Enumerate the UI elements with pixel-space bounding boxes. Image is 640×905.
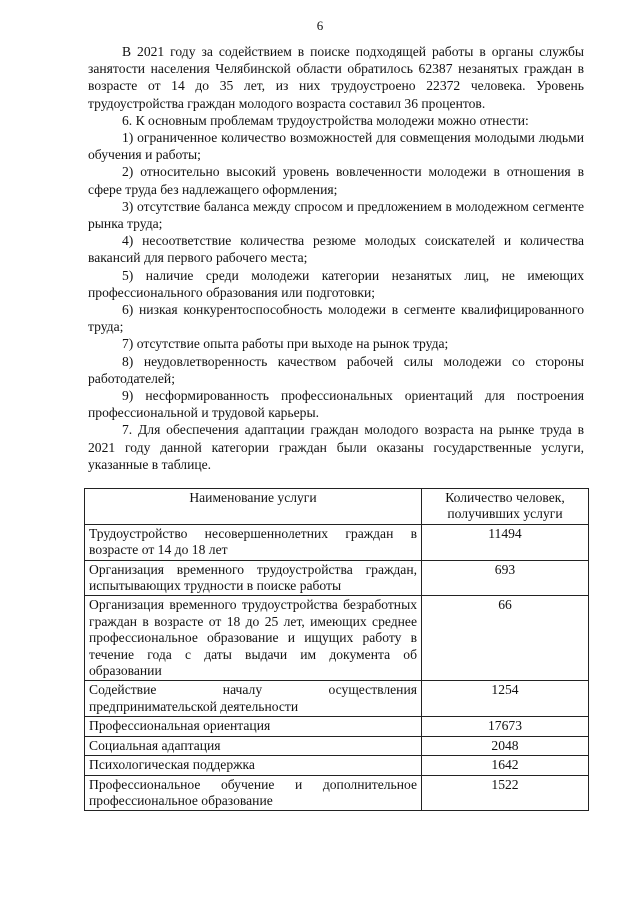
- table-row: [85, 560, 589, 596]
- table-row: [85, 736, 589, 755]
- list-item: 9) несформированность профессиональных ориентаций для построения профессиональной и трудовой карьеры.: [88, 388, 584, 421]
- page-number: 6: [316, 18, 324, 33]
- column-header-service: Наименование услуги: [85, 489, 422, 525]
- table-row: [85, 524, 589, 560]
- paragraph: 6. К основным проблемам трудоустройства молодежи можно отнести:: [122, 112, 529, 128]
- table-row: [85, 681, 589, 717]
- document-body: [88, 43, 584, 473]
- count-cell: 2048: [422, 736, 589, 755]
- list-item: 5) наличие среди молодежи категории незанятых лиц, не имеющих профессионального образования или подготовки;: [88, 267, 584, 300]
- count-cell: 17673: [422, 717, 589, 736]
- service-name-cell: Организация временного трудоустройства граждан, испытывающих трудности в поиске работы: [85, 560, 422, 596]
- list-item: 2) относительно высокий уровень вовлеченности молодежи в отношения в сфере труда без надлежащего оформления;: [88, 164, 584, 197]
- count-cell: 66: [422, 596, 589, 681]
- service-name-cell: Трудоустройство несовершеннолетних граждан в возрасте от 14 до 18 лет: [85, 524, 422, 560]
- paragraph: В 2021 году за содействием в поиске подходящей работы в органы службы занятости населения Челябинской области обратилось 62387 незанятых граждан в возрасте от 14 до 35 лет, из них трудоустроено 22372 человека. Уровень трудоустройства граждан молодого возраста составил 36 процентов.: [88, 44, 584, 111]
- list-item: 7) отсутствие опыта работы при выходе на рынок труда;: [122, 336, 449, 352]
- count-cell: 693: [422, 560, 589, 596]
- count-cell: 11494: [422, 524, 589, 560]
- count-cell: 1522: [422, 775, 589, 811]
- list-item: 8) неудовлетворенность качеством рабочей силы молодежи со стороны работодателей;: [88, 353, 584, 386]
- service-name-cell: Профессиональное обучение и дополнительное профессиональное образование: [85, 775, 422, 811]
- list-item: 6) низкая конкурентоспособность молодежи в сегменте квалифицированного труда;: [88, 302, 584, 335]
- table-row: [85, 775, 589, 811]
- table-row: [85, 596, 589, 681]
- list-item: 1) ограниченное количество возможностей для совмещения молодыми людьми обучения и работы;: [88, 130, 584, 163]
- table-row: [85, 717, 589, 736]
- service-name-cell: Содействие началу осуществления предпринимательской деятельности: [85, 681, 422, 717]
- service-name-cell: Социальная адаптация: [85, 736, 422, 755]
- list-item: 3) отсутствие баланса между спросом и предложением в молодежном сегменте рынка труда;: [88, 198, 584, 232]
- count-cell: 1642: [422, 756, 589, 775]
- service-name-cell: Профессиональная ориентация: [85, 717, 422, 736]
- count-cell: 1254: [422, 681, 589, 717]
- paragraph: 7. Для обеспечения адаптации граждан молодого возраста на рынке труда в 2021 году данной категории граждан были оказаны государственные услуги, указанные в таблице.: [88, 422, 584, 472]
- service-name-cell: Психологическая поддержка: [85, 756, 422, 775]
- list-item: 4) несоответствие количества резюме молодых соискателей и количества вакансий для первого рабочего места;: [88, 233, 584, 266]
- table-row: [85, 756, 589, 775]
- services-table: [84, 488, 589, 811]
- service-name-cell: Организация временного трудоустройства безработных граждан в возрасте от 18 до 25 лет, имеющих среднее профессиональное образование и ищущих работу в течение года с даты выдачи им документа об образовании: [85, 596, 422, 681]
- column-header-count: Количество человек, получивших услуги: [422, 489, 589, 525]
- table-header-row: [85, 489, 589, 525]
